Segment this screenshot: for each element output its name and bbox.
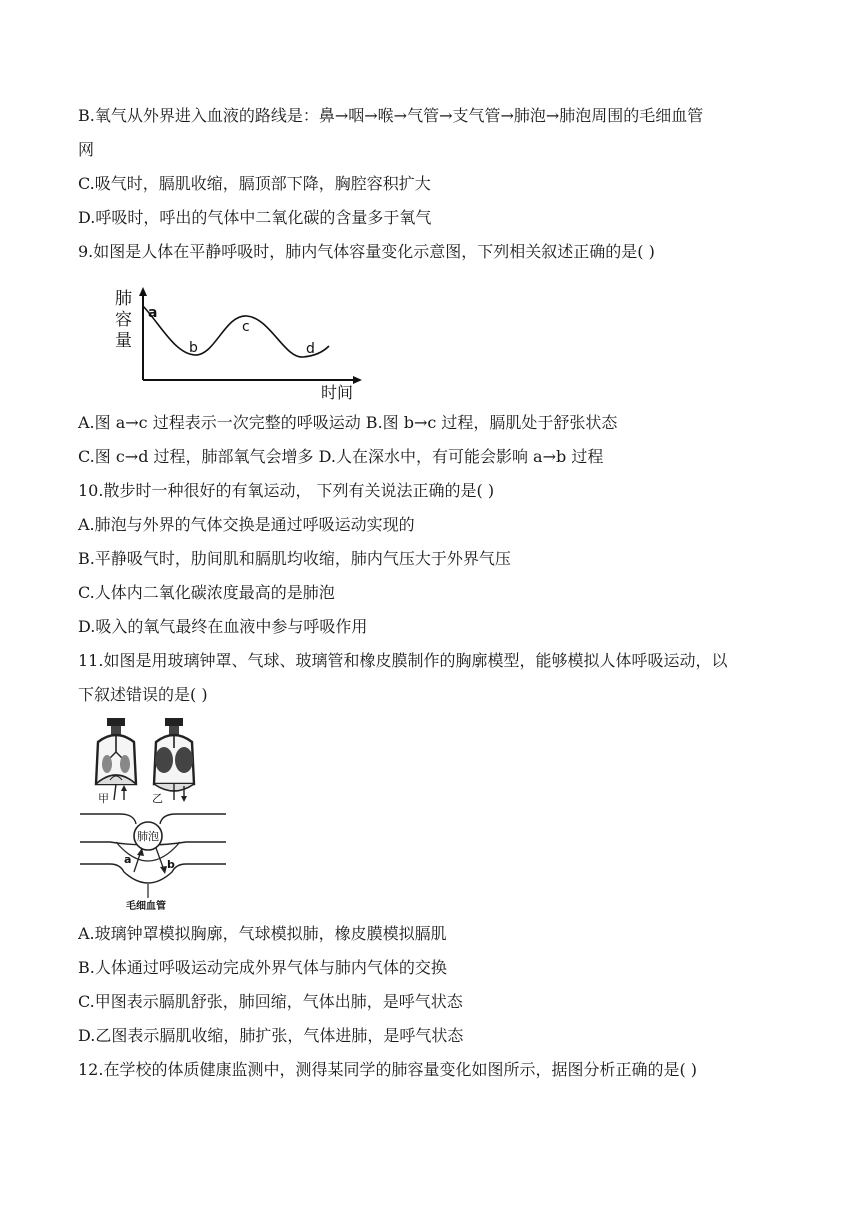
- label-alveolus: 肺泡: [137, 830, 159, 843]
- point-label-c: c: [242, 319, 250, 335]
- y-label-char-2: 容: [115, 310, 132, 330]
- y-axis-arrow: [139, 287, 147, 296]
- label-a: a: [124, 853, 132, 866]
- q11-option-c: C.甲图表示膈肌舒张，肺回缩，气体出肺，是呼气状态: [78, 992, 463, 1011]
- q9-stem: 9.如图是人体在平静呼吸时，肺内气体容量变化示意图，下列相关叙述正确的是( ): [78, 242, 655, 261]
- x-axis-label: 时间: [321, 383, 354, 400]
- label-jia: 甲: [98, 792, 109, 805]
- lung-volume-curve: [143, 306, 329, 357]
- q10-option-a: A.肺泡与外界的气体交换是通过呼吸运动实现的: [78, 515, 415, 534]
- q10-option-c: C.人体内二氧化碳浓度最高的是肺泡: [78, 583, 335, 602]
- y-label-char-1: 肺: [115, 289, 132, 309]
- bell-jar-jia: [96, 718, 136, 800]
- label-capillary: 毛细血管: [126, 901, 166, 912]
- alveolus-capillary-diagram: [80, 814, 226, 898]
- q10-option-b: B.平静吸气时，肋间肌和膈肌均收缩，肺内气压大于外界气压: [78, 549, 511, 568]
- q11-stem-line2: 下叙述错误的是( ): [78, 685, 208, 704]
- q11-stem-line1: 11.如图是用玻璃钟罩、气球、玻璃管和橡皮膜制作的胸廓模型，能够模拟人体呼吸运动，以: [78, 651, 728, 670]
- y-label-char-3: 量: [115, 331, 132, 351]
- point-label-a: a: [148, 305, 158, 321]
- point-label-d: d: [306, 341, 315, 357]
- q8-option-d: D.呼吸时，呼出的气体中二氧化碳的含量多于氧气: [78, 208, 432, 227]
- label-yi: 乙: [152, 792, 163, 805]
- q11-option-d: D.乙图表示膈肌收缩，肺扩张，气体进肺，是呼气状态: [78, 1026, 464, 1045]
- label-b: b: [167, 858, 175, 871]
- q12-stem: 12.在学校的体质健康监测中，测得某同学的肺容量变化如图所示，据图分析正确的是( ): [78, 1060, 698, 1079]
- bell-jar-yi: [154, 718, 194, 802]
- point-label-b: b: [189, 340, 198, 356]
- q10-stem: 10.散步时一种很好的有氧运动， 下列有关说法正确的是( ): [78, 481, 495, 500]
- q11-chest-model-figure: [80, 712, 226, 912]
- q11-option-a: A.玻璃钟罩模拟胸廓，气球模拟肺，橡皮膜模拟膈肌: [78, 924, 447, 943]
- x-axis-arrow: [353, 376, 362, 384]
- q8-option-b-line2: 网: [78, 140, 95, 159]
- q9-options-line2: C.图 c→d 过程，肺部氧气会增多 D.人在深水中，有可能会影响 a→b 过程: [78, 447, 604, 466]
- q8-option-b-line1: B.氧气从外界进入血液的路线是：鼻→咽→喉→气管→支气管→肺泡→肺泡周围的毛细血管: [78, 106, 704, 125]
- q9-lung-volume-figure: [105, 284, 365, 400]
- q11-option-b: B.人体通过呼吸运动完成外界气体与肺内气体的交换: [78, 958, 447, 977]
- q8-option-c: C.吸气时，膈肌收缩，膈顶部下降，胸腔容积扩大: [78, 174, 431, 193]
- q10-option-d: D.吸入的氧气最终在血液中参与呼吸作用: [78, 617, 368, 636]
- q9-options-line1: A.图 a→c 过程表示一次完整的呼吸运动 B.图 b→c 过程，膈肌处于舒张状态: [78, 413, 618, 432]
